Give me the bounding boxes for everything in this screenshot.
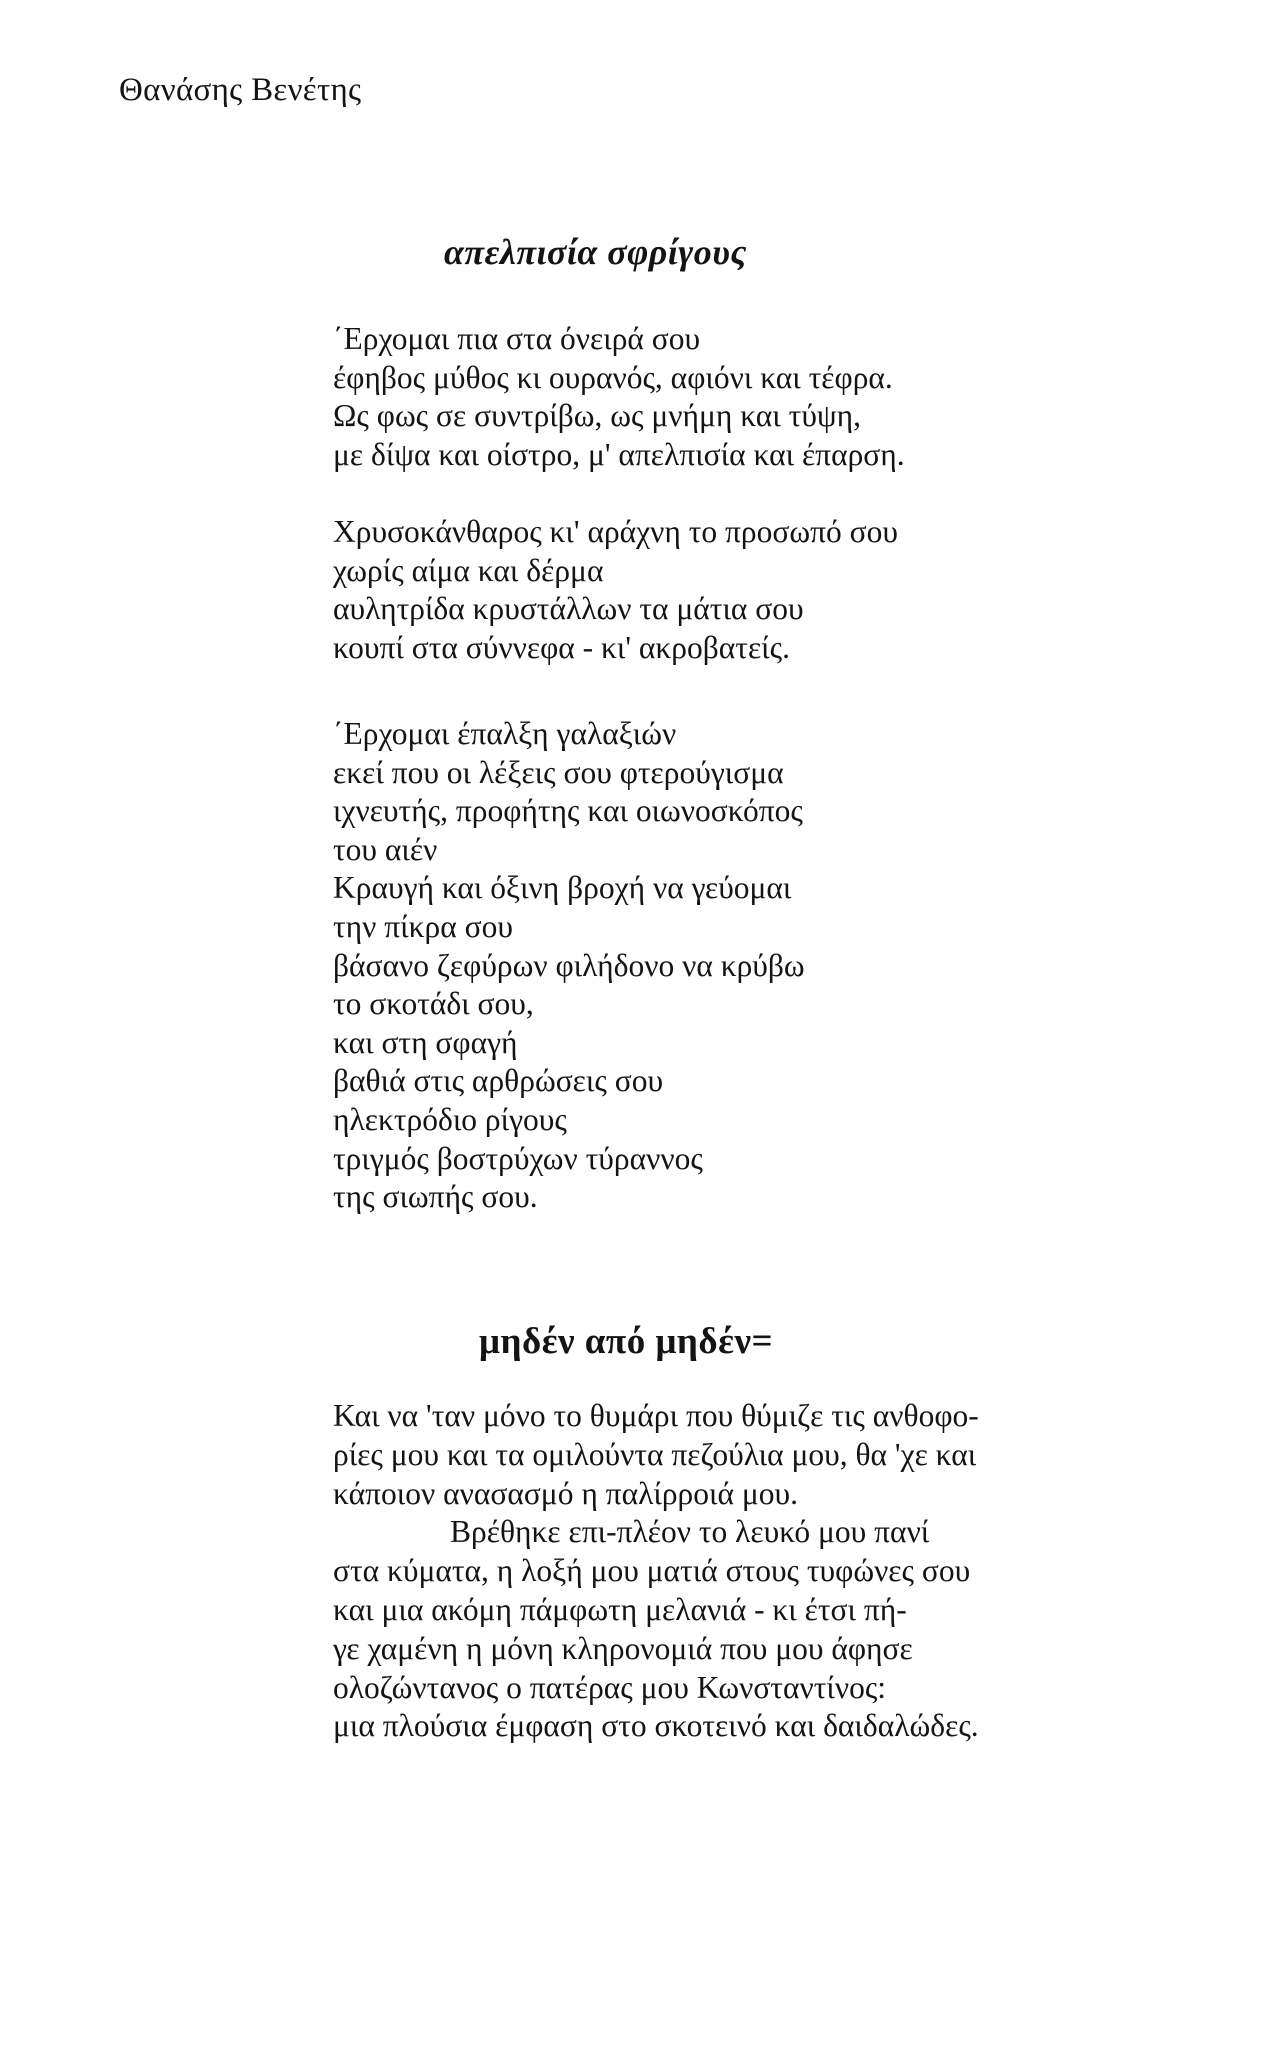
poem-line: αυλητρίδα κρυστάλλων τα μάτια σου	[333, 591, 804, 627]
stanza	[333, 513, 898, 667]
poem-line: ιχνευτής, προφήτης και οιωνοσκόπος	[333, 793, 803, 829]
poem-line: χωρίς αίμα και δέρμα	[333, 552, 604, 588]
poem-line: έφηβος μύθος κι ουρανός, αφιόνι και τέφρα.	[333, 359, 893, 395]
prose-line: γε χαμένη η μόνη κληρονομιά που μου άφησε	[333, 1630, 913, 1666]
stanza	[333, 715, 805, 1217]
poem-line: Ως φως σε συντρίβω, ως μνήμη και τύψη,	[333, 398, 861, 434]
poem-line: βαθιά στις αρθρώσεις σου	[333, 1063, 664, 1099]
poem-line: την πίκρα σου	[333, 908, 513, 944]
poem-line: ΄Ερχομαι πια στα όνειρά σου	[333, 321, 701, 356]
stanza	[333, 320, 905, 474]
prose-line: ολοζώντανος ο πατέρας μου Κωνσταντίνος:	[333, 1669, 887, 1705]
prose-line: στα κύματα, η λοξή μου ματιά στους τυφώνες σου	[333, 1553, 971, 1589]
poem-line: τριγμός βοστρύχων τύραννος	[333, 1140, 703, 1176]
poem-line: το σκοτάδι σου,	[333, 986, 534, 1022]
prose-line: Και να 'ταν μόνο το θυμάρι που θύμιζε τις ανθοφο-	[333, 1398, 979, 1433]
prose-line: ρίες μου και τα ομιλούντα πεζούλια μου, θα 'χε και	[333, 1436, 977, 1472]
poem-line: της σιωπής σου.	[333, 1179, 538, 1215]
poem-line: ΄Ερχομαι έπαλξη γαλαξιών	[333, 716, 677, 751]
poem-line: εκεί που οι λέξεις σου φτερούγισμα	[333, 754, 784, 790]
prose-line: κάποιον ανασασμό η παλίρροιά μου.	[333, 1475, 798, 1511]
prose-poem	[333, 1397, 979, 1746]
poem-line: και στη σφαγή	[333, 1024, 518, 1060]
poem-title: απελπισία σφρίγους	[444, 232, 747, 272]
poem-line: του αιέν	[333, 831, 438, 867]
poem-line: με δίψα και οίστρο, μ' απελπισία και έπαρση.	[333, 436, 905, 472]
author-header: Θανάσης Βενέτης	[119, 72, 362, 108]
prose-line: και μια ακόμη πάμφωτη μελανιά - κι έτσι πή-	[333, 1591, 907, 1627]
poem-title: μηδέν από μηδέν=	[479, 1321, 774, 1362]
poem-line: Κραυγή και όξινη βροχή να γεύομαι	[333, 870, 792, 906]
poem-line: βάσανο ζεφύρων φιλήδονο να κρύβω	[333, 947, 805, 983]
poem-line: ηλεκτρόδιο ρίγους	[333, 1101, 567, 1137]
prose-line: Βρέθηκε επι-πλέον το λευκό μου πανί	[450, 1514, 930, 1550]
poem-line: κουπί στα σύννεφα - κι' ακροβατείς.	[333, 629, 790, 665]
poem-line: Χρυσοκάνθαρος κι' αράχνη το προσωπό σου	[333, 514, 898, 549]
prose-line: μια πλούσια έμφαση στο σκοτεινό και δαιδαλώδες.	[333, 1708, 979, 1744]
